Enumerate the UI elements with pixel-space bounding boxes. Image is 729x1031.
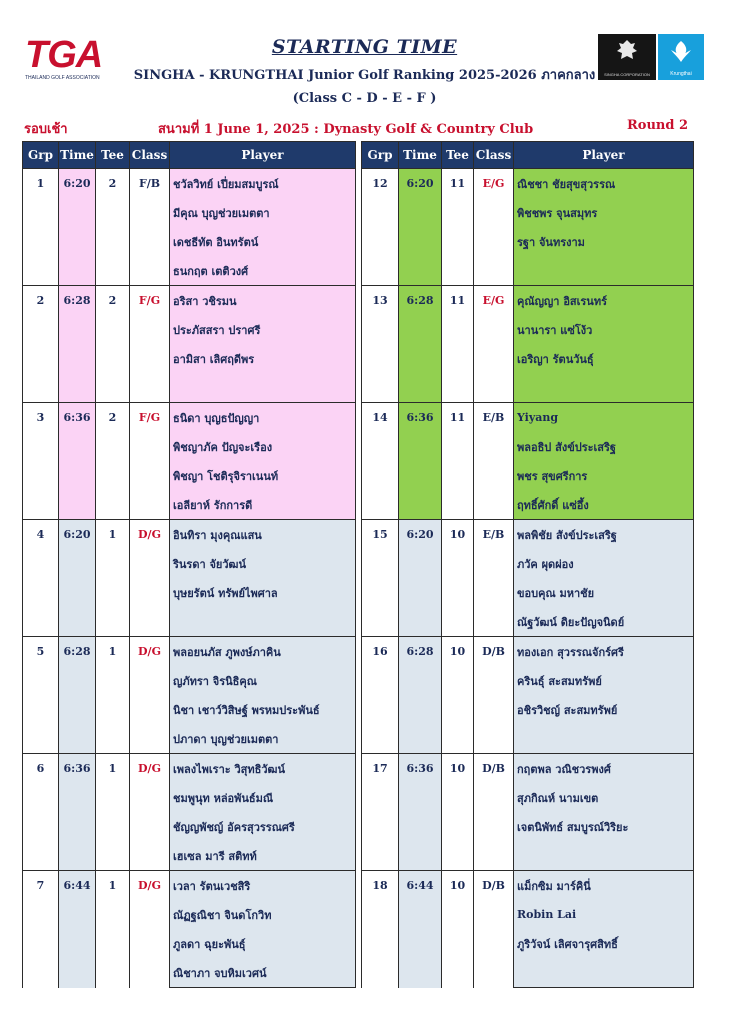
col-player: Player <box>514 142 694 169</box>
class-code: E/B <box>474 520 514 637</box>
col-class: Class <box>130 142 170 169</box>
table-row <box>23 754 356 784</box>
player-name <box>514 373 694 403</box>
tga-logo-subtext: THAILAND GOLF ASSOCIATION <box>25 75 100 81</box>
class-code: E/G <box>474 169 514 286</box>
table-row <box>23 403 356 433</box>
tee-time: 6:28 <box>59 286 96 403</box>
player-name: ประภัสสรา ปราศรี <box>170 315 356 344</box>
tee-time: 6:44 <box>59 871 96 988</box>
player-name: ธนิดา บุญธปัญญา <box>170 403 356 433</box>
player-name: พิชชพร จุนสมุทร <box>514 198 694 227</box>
player-name: Yiyang <box>514 403 694 433</box>
tee-number: 2 <box>96 169 130 286</box>
tee-number: 10 <box>442 754 474 871</box>
group-number: 17 <box>362 754 399 871</box>
tee-time: 6:36 <box>399 754 442 871</box>
table-row <box>23 286 356 316</box>
player-name: นิชา เชาว์วิสิษฐ์ พรหมประพันธ์ <box>170 695 356 724</box>
player-name: รินรดา จัยวัฒน์ <box>170 549 356 578</box>
player-name <box>514 958 694 988</box>
tee-time: 6:28 <box>59 637 96 754</box>
table-row <box>362 871 694 901</box>
tee-number: 11 <box>442 169 474 286</box>
tee-time: 6:20 <box>399 169 442 286</box>
player-name: ภวัค ผุดผ่อง <box>514 549 694 578</box>
table-row <box>362 403 694 433</box>
col-tee: Tee <box>442 142 474 169</box>
player-name: กฤตพล วณิชวรพงศ์ <box>514 754 694 784</box>
player-name: พลพิชัย สังข์ประเสริฐ <box>514 520 694 550</box>
player-name: ขอบคุณ มหาชัย <box>514 578 694 607</box>
player-name: ฤทธิ์ศักดิ์ แซ่อึ้ง <box>514 490 694 520</box>
singha-logo <box>598 34 656 80</box>
table-row <box>23 637 356 667</box>
group-number: 6 <box>23 754 59 871</box>
tee-time: 6:28 <box>399 637 442 754</box>
tee-number: 1 <box>96 871 130 988</box>
tee-time: 6:20 <box>399 520 442 637</box>
session-label: รอบเช้า <box>24 122 68 137</box>
group-number: 2 <box>23 286 59 403</box>
class-code: D/B <box>474 637 514 754</box>
player-name: เจตนิพัทธ์ สมบูรณ์วิริยะ <box>514 812 694 841</box>
class-code: F/G <box>130 286 170 403</box>
col-player: Player <box>170 142 356 169</box>
round-label: Round 2 <box>627 118 689 133</box>
player-name: ชวัลวิทย์ เปี่ยมสมบูรณ์ <box>170 169 356 199</box>
player-name: อามิสา เลิศฤดีพร <box>170 344 356 373</box>
class-code: D/G <box>130 637 170 754</box>
tee-time: 6:36 <box>399 403 442 520</box>
player-name: ธนกฤต เตติวงศ์ <box>170 256 356 286</box>
col-time: Time <box>399 142 442 169</box>
player-name: ณิชาภา จบหิมเวศน์ <box>170 958 356 988</box>
player-name: ภูริวัจน์ เลิศจารุศสิทธิ์ <box>514 929 694 958</box>
class-code: F/G <box>130 403 170 520</box>
tee-time: 6:36 <box>59 403 96 520</box>
tee-number: 2 <box>96 403 130 520</box>
player-name: พิชญา โชติรุจิราเนนท์ <box>170 461 356 490</box>
tee-time: 6:44 <box>399 871 442 988</box>
player-name: แม็กซิม มาร์คินี่ <box>514 871 694 901</box>
class-code: F/B <box>130 169 170 286</box>
header-row <box>362 142 694 169</box>
group-number: 18 <box>362 871 399 988</box>
player-name: เอลียาห์ รักการดี <box>170 490 356 520</box>
player-name: พลอยนภัส ภูพงษ์ภาคิน <box>170 637 356 667</box>
player-name: ณิชชา ชัยสุขสุวรรณ <box>514 169 694 199</box>
tee-time: 6:20 <box>59 520 96 637</box>
table-row <box>362 169 694 199</box>
player-name: ณัฐวัฒน์ ดิยะปัญจนิดย์ <box>514 607 694 637</box>
table-row <box>23 520 356 550</box>
player-name: พลอธิป สังข์ประเสริฐ <box>514 432 694 461</box>
player-name: เวลา รัตนเวชสิริ <box>170 871 356 901</box>
krungthai-logo <box>658 34 704 80</box>
sponsor-logos <box>598 34 708 82</box>
tee-number: 10 <box>442 637 474 754</box>
page-title: STARTING TIME <box>271 36 458 58</box>
player-name: บุษยรัตน์ ทรัพย์ไพศาล <box>170 578 356 607</box>
player-name: ชัญญพัชญ์ อัครสุวรรณศรี <box>170 812 356 841</box>
left-schedule-table <box>22 141 356 988</box>
class-code: D/G <box>130 520 170 637</box>
tournament-name: SINGHA - KRUNGTHAI Junior Golf Ranking 2025-2026 ภาคกลาง <box>133 68 596 83</box>
player-name <box>170 607 356 637</box>
player-name: อริสา วชิรมน <box>170 286 356 316</box>
table-row <box>362 286 694 316</box>
col-time: Time <box>59 142 96 169</box>
class-code: E/B <box>474 403 514 520</box>
class-code: E/G <box>474 286 514 403</box>
table-row <box>362 637 694 667</box>
col-grp: Grp <box>23 142 59 169</box>
tee-number: 2 <box>96 286 130 403</box>
player-name: Robin Lai <box>514 900 694 929</box>
group-number: 14 <box>362 403 399 520</box>
col-class: Class <box>474 142 514 169</box>
player-name: มีคุณ บุญช่วยเมตตา <box>170 198 356 227</box>
tee-number: 10 <box>442 520 474 637</box>
table-row <box>362 754 694 784</box>
right-schedule-table <box>361 141 694 988</box>
player-name: เอริญา รัตนวันธุ์ <box>514 344 694 373</box>
group-number: 16 <box>362 637 399 754</box>
player-name: คุณัญญา อิสเรนทร์ <box>514 286 694 316</box>
player-name: พิชญาภัค ปัญจะเรือง <box>170 432 356 461</box>
singha-lion-icon <box>614 38 640 64</box>
player-name: เฮเซล มารี สติทท์ <box>170 841 356 871</box>
class-code: D/G <box>130 871 170 988</box>
tee-number: 1 <box>96 637 130 754</box>
player-name <box>514 841 694 871</box>
player-name: ภูลดา ฉุยะพันธุ์ <box>170 929 356 958</box>
class-code: D/G <box>130 754 170 871</box>
tee-time: 6:28 <box>399 286 442 403</box>
player-name: ญภัทรา จิรนิธิคุณ <box>170 666 356 695</box>
player-name: รฐา จันทรงาม <box>514 227 694 256</box>
group-number: 5 <box>23 637 59 754</box>
class-code: D/B <box>474 754 514 871</box>
singha-caption: SINGHA CORPORATION <box>604 72 650 77</box>
tee-number: 1 <box>96 520 130 637</box>
group-number: 13 <box>362 286 399 403</box>
player-name: พชร สุขศรีการ <box>514 461 694 490</box>
group-number: 4 <box>23 520 59 637</box>
col-tee: Tee <box>96 142 130 169</box>
table-row <box>362 520 694 550</box>
table-row <box>23 169 356 199</box>
player-name: อินทิรา มุงคุณแสน <box>170 520 356 550</box>
krungthai-bird-icon <box>667 38 695 66</box>
tee-number: 11 <box>442 403 474 520</box>
player-name: ปภาดา บุญช่วยเมตตา <box>170 724 356 754</box>
player-name <box>170 373 356 403</box>
header-row <box>23 142 356 169</box>
group-number: 1 <box>23 169 59 286</box>
class-code: D/B <box>474 871 514 988</box>
group-number: 15 <box>362 520 399 637</box>
player-name <box>514 724 694 754</box>
tee-number: 11 <box>442 286 474 403</box>
player-name: เพลงไพเราะ วิสุทธิวัฒน์ <box>170 754 356 784</box>
tee-time: 6:36 <box>59 754 96 871</box>
tee-time: 6:20 <box>59 169 96 286</box>
tee-number: 10 <box>442 871 474 988</box>
player-name: ณัฏฐณิชา จินดโกวิท <box>170 900 356 929</box>
player-name: ชมพูนุท หล่อพันธ์มณี <box>170 783 356 812</box>
player-name: นานารา แซ่โง้ว <box>514 315 694 344</box>
venue-date: สนามที่ 1 June 1, 2025 : Dynasty Golf & Country Club <box>158 122 534 137</box>
group-number: 3 <box>23 403 59 520</box>
player-name: อชิรวิชญ์ สะสมทรัพย์ <box>514 695 694 724</box>
tga-logo-text: TGA <box>25 34 103 76</box>
player-name: ทองเอก สุวรรณจักร์ศรี <box>514 637 694 667</box>
krungthai-caption: Krungthai <box>670 71 692 77</box>
player-name: เดชธีทัต อินทรัตน์ <box>170 227 356 256</box>
tee-number: 1 <box>96 754 130 871</box>
group-number: 7 <box>23 871 59 988</box>
class-list: (Class C - D - E - F ) <box>292 91 437 106</box>
player-name: สุภกิณห์ นามเขต <box>514 783 694 812</box>
table-row <box>23 871 356 901</box>
group-number: 12 <box>362 169 399 286</box>
player-name <box>514 256 694 286</box>
col-grp: Grp <box>362 142 399 169</box>
player-name: ครินธุ์ สะสมทรัพย์ <box>514 666 694 695</box>
